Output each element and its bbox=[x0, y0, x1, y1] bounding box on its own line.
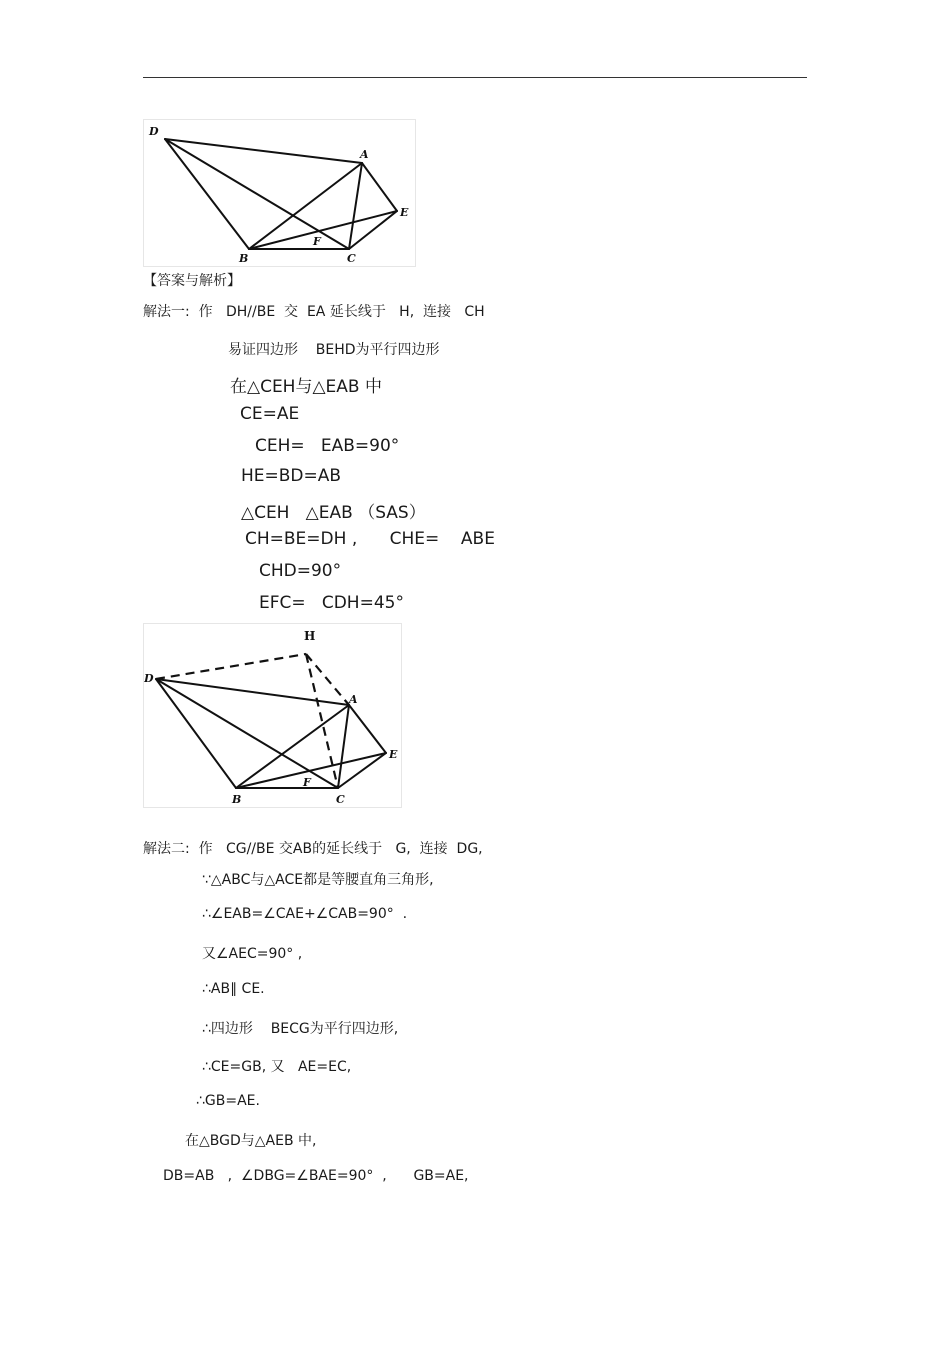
method2-line: ∴GB=AE. bbox=[196, 1093, 260, 1109]
method2-line: 又∠AEC=90° , bbox=[202, 946, 303, 962]
method1-line: CHD=90° bbox=[259, 561, 342, 581]
segment-DA bbox=[165, 139, 362, 163]
label-A: A bbox=[349, 693, 358, 706]
method2-line: ∴四边形 BECG为平行四边形, bbox=[202, 1021, 399, 1037]
figure-1 bbox=[143, 119, 416, 267]
segment-DA bbox=[156, 679, 349, 705]
label-E: E bbox=[400, 206, 409, 219]
label-D: D bbox=[144, 672, 154, 685]
method1-line: 在△CEH与△EAB 中 bbox=[230, 377, 382, 397]
method1-line: CEH= EAB=90° bbox=[255, 436, 400, 456]
segment-BE bbox=[249, 211, 397, 249]
header-rule bbox=[143, 77, 807, 78]
label-C: C bbox=[336, 793, 345, 806]
label-F: F bbox=[313, 235, 321, 248]
method2-line: 在△BGD与△AEB 中, bbox=[185, 1133, 317, 1149]
method1-line: CE=AE bbox=[240, 404, 300, 424]
segment-AE bbox=[362, 163, 397, 211]
method2-title: 解法二: 作 CG//BE 交AB的延长线于 G, 连接 DG, bbox=[143, 841, 483, 857]
method1-title: 解法一: 作 DH//BE 交 EA 延长线于 H, 连接 CH bbox=[143, 304, 485, 320]
method1-line: △CEH △EAB （SAS） bbox=[241, 503, 426, 523]
dashed-HA bbox=[306, 654, 349, 705]
label-A: A bbox=[360, 148, 369, 161]
segment-DB bbox=[156, 679, 236, 788]
segment-DB bbox=[165, 139, 249, 249]
label-E: E bbox=[389, 748, 398, 761]
method1-line: EFC= CDH=45° bbox=[259, 593, 404, 613]
section-heading: 【答案与解析】 bbox=[143, 273, 241, 289]
label-B: B bbox=[232, 793, 242, 806]
dashed-DH bbox=[156, 654, 306, 679]
segment-CA bbox=[349, 163, 362, 249]
label-C: C bbox=[347, 252, 356, 265]
method2-line: ∴CE=GB, 又 AE=EC, bbox=[202, 1059, 352, 1075]
segment-BA bbox=[249, 163, 362, 249]
method1-line: 易证四边形 BEHD为平行四边形 bbox=[228, 342, 440, 358]
segment-AE bbox=[349, 705, 386, 753]
label-D: D bbox=[149, 125, 159, 138]
figure-2 bbox=[143, 623, 402, 808]
method2-line: ∴∠EAB=∠CAE+∠CAB=90° . bbox=[202, 906, 408, 922]
method1-line: HE=BD=AB bbox=[241, 466, 342, 486]
method2-line: ∴AB∥ CE. bbox=[202, 981, 265, 997]
label-B: B bbox=[239, 252, 249, 265]
method2-line: DB=AB , ∠DBG=∠BAE=90° , GB=AE, bbox=[163, 1168, 469, 1184]
label-H: H bbox=[304, 629, 316, 643]
label-F: F bbox=[303, 776, 311, 789]
method1-line: CH=BE=DH , CHE= ABE bbox=[245, 529, 495, 549]
method2-line: ∵△ABC与△ACE都是等腰直角三角形, bbox=[202, 872, 434, 888]
segment-CA bbox=[338, 705, 349, 788]
